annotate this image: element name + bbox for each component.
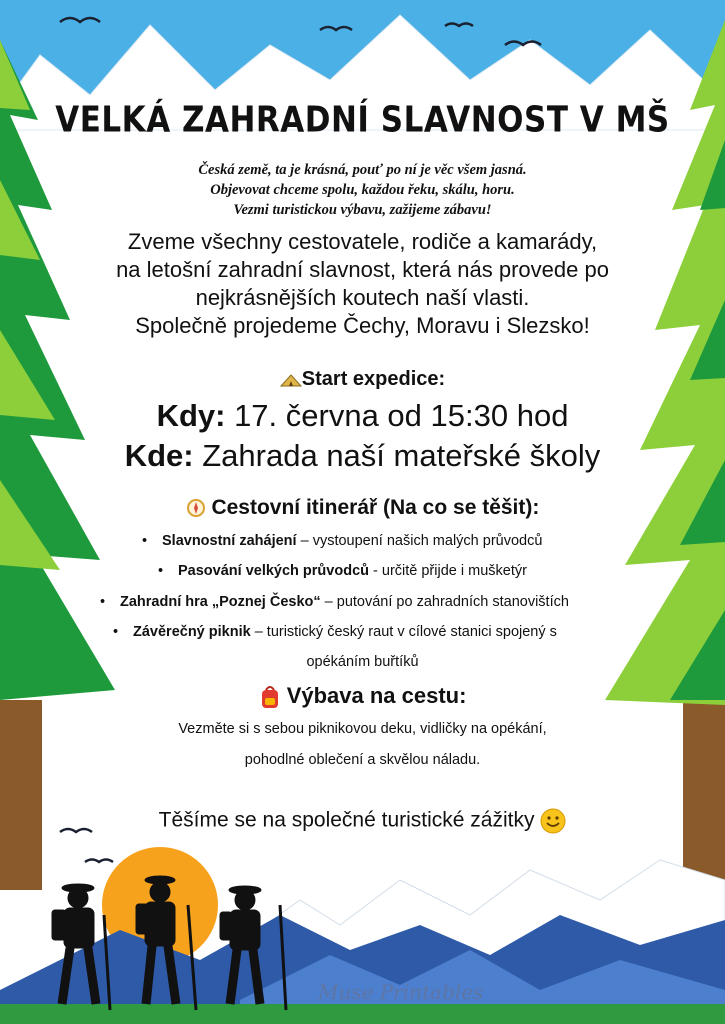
- closing-line: [90, 808, 635, 834]
- gear-heading-text: Výbava na cestu:: [286, 683, 467, 708]
- itinerary-item: [142, 533, 543, 549]
- intro-line: nejkrásnějších koutech naší vlasti.: [195, 285, 530, 310]
- compass-icon: [186, 498, 206, 518]
- itinerary-item: [158, 563, 527, 579]
- item-text: – turistický český raut v cílové stanici spojený s: [250, 624, 557, 640]
- when-line: [60, 397, 665, 435]
- intro-line: Společně projedeme Čechy, Moravu i Slezsko!: [135, 313, 590, 338]
- where-value: Zahrada naší mateřské školy: [193, 438, 601, 473]
- item-text: - určitě přijde i mušketýr: [369, 563, 527, 579]
- backpack-icon: [259, 685, 281, 709]
- bullet: •: [113, 624, 119, 640]
- itinerary-item: [113, 624, 557, 640]
- bullet: •: [100, 594, 106, 610]
- poem-line: Česká země, ta je krásná, pouť po ní je věc všem jasná.: [198, 162, 527, 178]
- poem-line: Vezmi turistickou výbavu, zažijeme zábavu!: [233, 202, 492, 218]
- gear-text: [110, 714, 615, 776]
- closing-text: Těšíme se na společné turistické zážitky: [158, 808, 535, 832]
- item-bold: Slavnostní zahájení: [162, 533, 297, 549]
- gear-line: pohodlné oblečení a skvělou náladu.: [244, 752, 481, 768]
- itinerary-item: [100, 594, 569, 610]
- item-bold: Zahradní hra „Poznej Česko“: [120, 594, 321, 610]
- poem-line: Objevovat chceme spolu, každou řeku, skálu, horu.: [210, 182, 515, 198]
- where-label: Kde:: [124, 438, 194, 473]
- bullet: •: [142, 533, 148, 549]
- item-bold: Pasování velkých průvodců: [178, 563, 369, 579]
- start-heading: [200, 368, 525, 391]
- watermark: Muse Printables: [318, 980, 484, 1004]
- when-label: Kdy:: [156, 398, 226, 433]
- item-bold: Závěrečný piknik: [133, 624, 251, 640]
- when-value: 17. června od 15:30 hod: [225, 398, 569, 433]
- intro-line: na letošní zahradní slavnost, která nás provede po: [116, 257, 609, 282]
- gear-line: Vezměte si s sebou piknikovou deku, vidličky na opékání,: [178, 721, 547, 737]
- intro-line: Zveme všechny cestovatele, rodiče a kamarády,: [127, 229, 598, 254]
- poem: [130, 160, 595, 220]
- start-heading-text: Start expedice:: [301, 368, 446, 390]
- smiley-icon: [540, 808, 566, 834]
- gear-heading: [200, 683, 525, 709]
- itinerary-heading: [100, 496, 625, 520]
- intro-text: [70, 228, 655, 340]
- item-text: – vystoupení našich malých průvodců: [296, 533, 543, 549]
- itinerary-heading-text: Cestovní itinerář (Na co se těšit):: [211, 496, 540, 519]
- tent-icon: [280, 373, 302, 387]
- where-line: [60, 437, 665, 475]
- bullet: •: [158, 563, 164, 579]
- item-text: – putování po zahradních stanovištích: [320, 594, 569, 610]
- page-title: VELKÁ ZAHRADNÍ SLAVNOST V MŠ: [55, 99, 670, 141]
- itinerary-continuation: opékáním buřtíků: [306, 654, 419, 670]
